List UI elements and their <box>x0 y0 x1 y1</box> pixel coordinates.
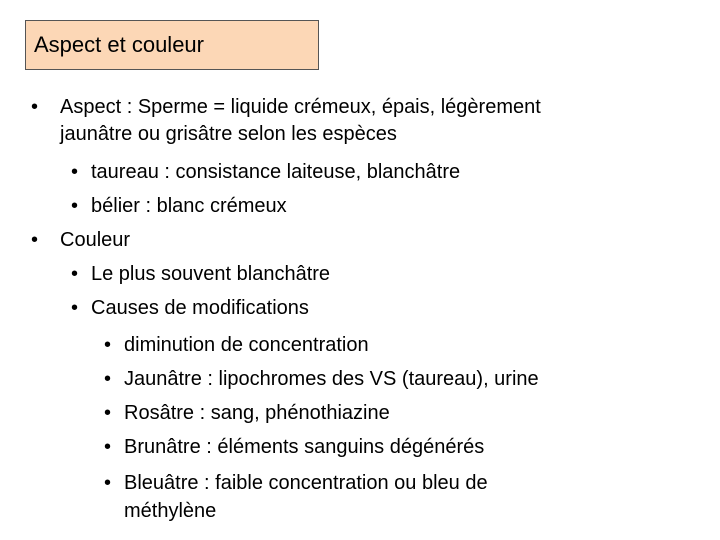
sub-bullet-taureau: taureau : consistance laiteuse, blanchâtre <box>91 161 461 183</box>
bullet-marker: • <box>71 195 79 217</box>
sub-sub-bullet-rosatre: Rosâtre : sang, phénothiazine <box>124 402 390 424</box>
sub-sub-bullet-bleuatre: Bleuâtre : faible concentration ou bleu de <box>124 472 488 494</box>
sub-bullet-blanchatre: Le plus souvent blanchâtre <box>91 263 331 285</box>
bullet-marker: • <box>104 368 112 390</box>
sub-bullet-causes: Causes de modifications <box>91 297 309 319</box>
bullet-aspect: Aspect : Sperme = liquide crémeux, épais, légèrement <box>60 96 541 118</box>
bullet-marker: • <box>71 161 79 183</box>
bullet-marker: • <box>104 402 112 424</box>
bullet-marker: • <box>104 436 112 458</box>
bullet-marker: • <box>31 96 39 118</box>
bullet-marker: • <box>71 263 79 285</box>
bullet-marker: • <box>104 472 112 494</box>
bullet-marker: • <box>71 297 79 319</box>
bullet-couleur: Couleur <box>60 229 131 251</box>
sub-sub-bullet-bleuatre-continuation: méthylène <box>124 500 217 522</box>
sub-sub-bullet-concentration: diminution de concentration <box>124 334 369 356</box>
bullet-aspect-continuation: jaunâtre ou grisâtre selon les espèces <box>60 123 397 145</box>
sub-sub-bullet-jaunatre: Jaunâtre : lipochromes des VS (taureau), urine <box>124 368 539 390</box>
sub-bullet-belier: bélier : blanc crémeux <box>91 195 287 217</box>
bullet-marker: • <box>31 229 39 251</box>
slide-title-text: Aspect et couleur <box>34 32 204 57</box>
sub-sub-bullet-brunatre: Brunâtre : éléments sanguins dégénérés <box>124 436 485 458</box>
bullet-marker: • <box>104 334 112 356</box>
